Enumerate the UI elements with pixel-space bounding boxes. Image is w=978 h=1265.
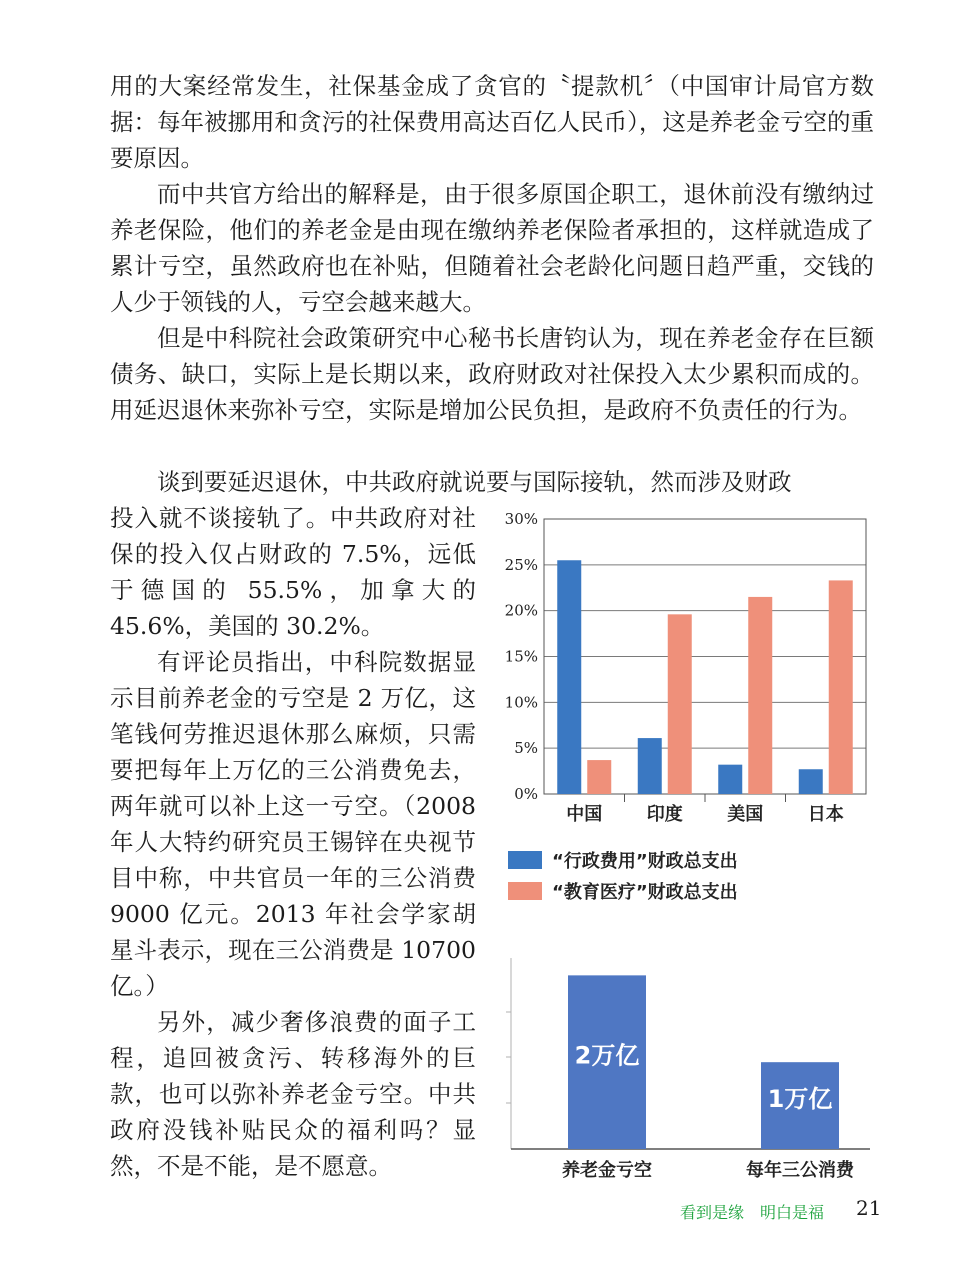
paragraph-6: 另外，减少奢侈浪费的面子工程，追回被贪污、转移海外的巨款，也可以弥补养老金亏空。中共政府没钱补贴民众的福利吗？显然，不是不能，是不愿意。 [110, 1008, 476, 1180]
legend-item-admin [508, 847, 738, 873]
chart1-bar [829, 580, 853, 794]
legend-item-education [508, 878, 738, 904]
paragraph-3: 但是中科院社会政策研究中心秘书长唐钧认为，现在养老金存在巨额债务、缺口，实际上是长期以来，政府财政对社保投入太少累积而成的。用延迟退休来弥补亏空，实际是增加公民负担，是政府不负责任的行为。 [110, 324, 874, 424]
chart2-category-label: 每年三公消费 [746, 1160, 854, 1181]
paragraph-1: 用的大案经常发生，社保基金成了贪官的〝提款机〞（中国审计局官方数据：每年被挪用和贪污的社保费用高达百亿人民币），这是养老金亏空的重要原因。 [110, 72, 874, 172]
paragraph-2: 而中共官方给出的解释是，由于很多原国企职工，退休前没有缴纳过养老保险，他们的养老金是由现在缴纳养老保险者承担的，这样就造成了累计亏空，虽然政府也在补贴，但随着社会老龄化问题日趋严重，交钱的人少于领钱的人，亏空会越来越大。 [110, 180, 874, 316]
paragraph-4-rest: 投入就不谈接轨了。中共政府对社保的投入仅占财政的 7.5%，远低于德国的 55.5%，加拿大的 45.6%，美国的 30.2%。 [110, 504, 476, 640]
chart1-y-tick-label: 30% [504, 510, 538, 528]
legend-label-admin: “行政费用”财政总支出 [552, 851, 738, 872]
chart1-ticks [505, 510, 538, 803]
chart1-y-tick-label: 20% [504, 601, 538, 620]
chart1-bar [799, 769, 823, 794]
chart2-value-label: 1万亿 [767, 1085, 833, 1114]
chart1-grid [544, 519, 866, 748]
chart1-y-tick-label: 25% [504, 555, 538, 574]
chart1-categories [566, 803, 844, 825]
paragraph-5: 有评论员指出，中科院数据显示目前养老金的亏空是 2 万亿，这笔钱何劳推迟退休那么麻烦，只需要把每年上万亿的三公消费免去，两年就可以补上这一亏空。（2008 年人大特约研究员王锡锌在央视节目中称，中共官员一年的三公消费 9000 亿元。2013 年社会学家胡星斗表示，现在三公消费是 10700 亿。） [110, 648, 476, 1000]
footer-slogan: 看到是缘 明白是福 [680, 1203, 825, 1222]
legend-swatch-admin [508, 851, 542, 869]
chart1-bar [557, 560, 581, 794]
chart1-y-tick-label: 0% [514, 785, 538, 803]
chart1-axis [544, 519, 866, 802]
paragraph-4-first-line: 谈到要延迟退休，中共政府就说要与国际接轨，然而涉及财政 [157, 468, 792, 496]
chart1-bar [668, 614, 692, 794]
chart1-category-label: 美国 [727, 804, 764, 825]
chart1-y-tick-label: 5% [514, 739, 538, 758]
page-number: 21 [856, 1196, 882, 1220]
chart2-category-label: 养老金亏空 [562, 1160, 652, 1181]
chart1-category-label: 印度 [646, 804, 683, 825]
chart1-category-label: 日本 [807, 804, 844, 825]
chart1-bar [638, 738, 662, 794]
chart1-bar [718, 765, 742, 794]
chart1-bar [587, 760, 611, 794]
chart2-categories [562, 1159, 855, 1181]
legend-swatch-education [508, 882, 542, 900]
legend-label-education: “教育医疗”财政总支出 [552, 882, 738, 903]
chart1-y-tick-label: 10% [504, 693, 538, 712]
chart1-bars [557, 560, 853, 794]
chart1-y-tick-label: 15% [504, 647, 538, 666]
chart1-category-label: 中国 [566, 804, 603, 825]
chart1-bar [748, 597, 772, 794]
chart2-value-label: 2万亿 [574, 1041, 640, 1070]
